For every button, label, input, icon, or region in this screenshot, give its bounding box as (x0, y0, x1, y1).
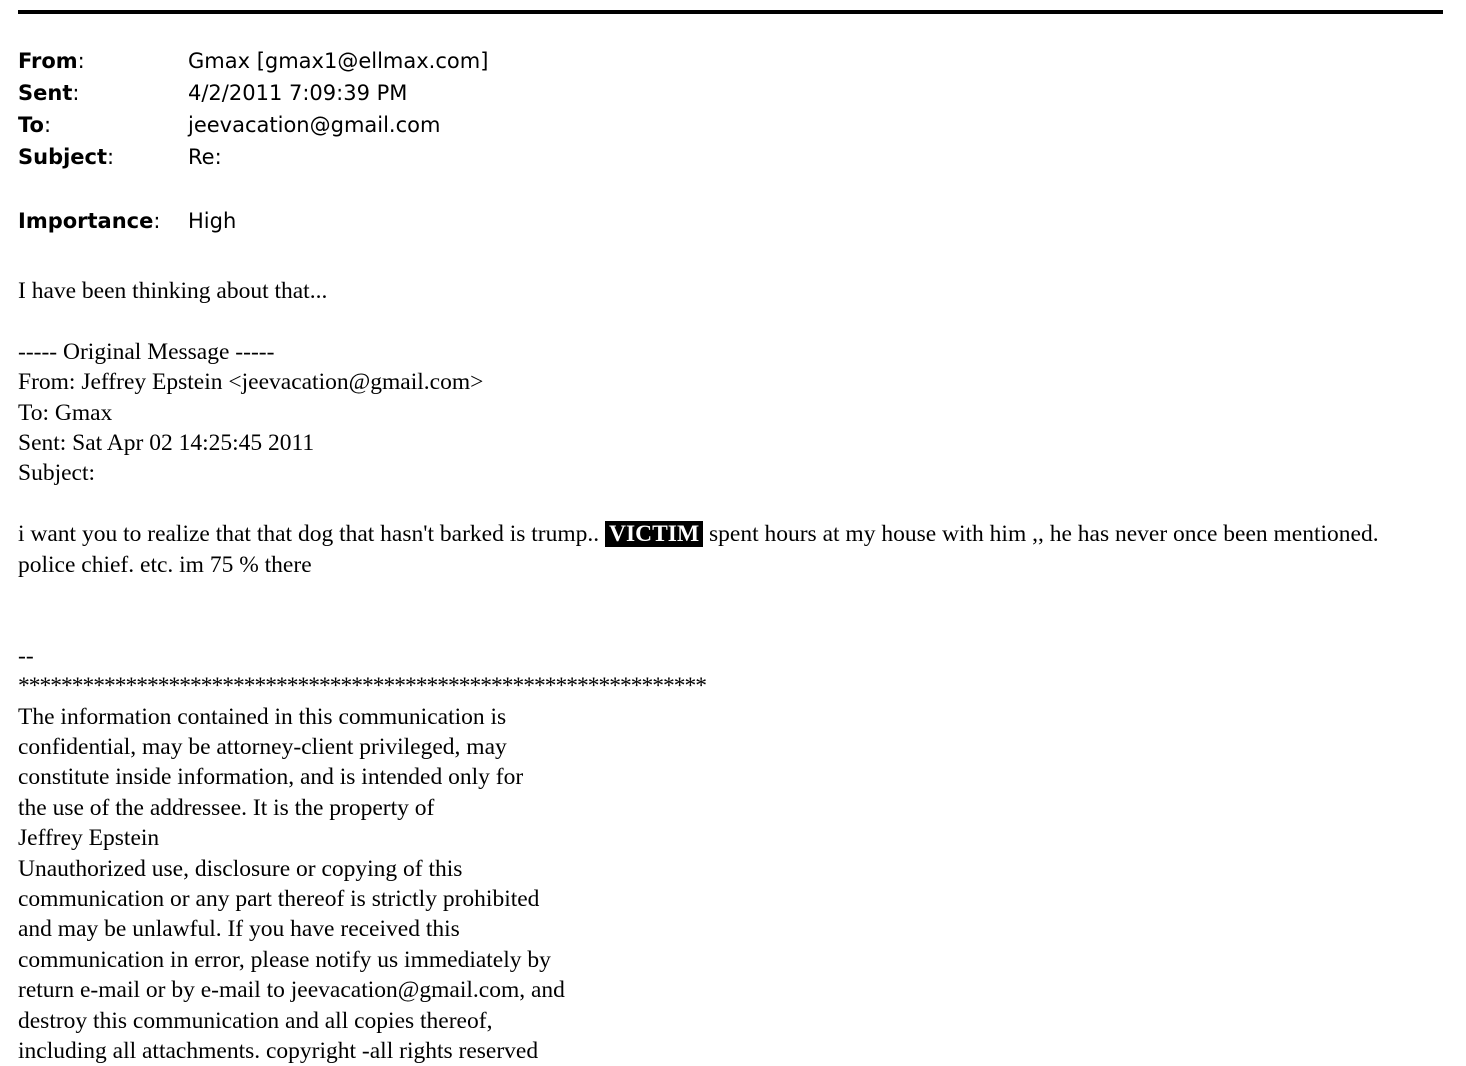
from-value: Gmax [gmax1@ellmax.com] (188, 49, 489, 73)
header-to-row (18, 109, 488, 141)
notice-line: Jeffrey Epstein (18, 825, 160, 852)
notice-line: confidential, may be attorney-client privileged, may (18, 734, 507, 761)
redaction-label: VICTIM (605, 521, 703, 547)
sent-label-text: Sent (18, 81, 73, 105)
reply-text: I have been thinking about that... (18, 278, 328, 304)
message-text-after: spent hours at my house with him ,, he has never once been mentioned. police chief. etc. im 75 % there (18, 521, 1379, 578)
sent-value: 4/2/2011 7:09:39 PM (188, 81, 408, 105)
email-header (18, 45, 488, 237)
importance-label (18, 205, 188, 237)
subject-label-text: Subject (18, 145, 108, 169)
notice-line: communication or any part thereof is strictly prohibited (18, 886, 540, 913)
header-importance-row (18, 205, 488, 237)
notice-line: constitute inside information, and is intended only for (18, 764, 524, 791)
from-colon: : (77, 49, 85, 73)
spacer (18, 610, 1443, 640)
top-rule (18, 10, 1443, 14)
original-subject: Subject: (18, 460, 96, 487)
notice-line: return e-mail or by e-mail to jeevacation@gmail.com, and (18, 977, 565, 1004)
subject-colon: : (107, 145, 115, 169)
sent-label (18, 77, 188, 109)
from-label (18, 45, 188, 77)
spacer (18, 489, 1443, 519)
to-label-text: To (18, 113, 44, 137)
spacer (18, 580, 1443, 610)
signature-stars: **************************************************************** (18, 673, 706, 700)
spacer (18, 306, 1443, 336)
notice-line: the use of the addressee. It is the property of (18, 794, 435, 821)
subject-label (18, 141, 188, 173)
to-colon: : (43, 113, 52, 137)
signature-dashes: -- (18, 642, 34, 669)
sent-colon: : (72, 81, 80, 105)
original-to: To: Gmax (18, 399, 113, 426)
importance-value: High (188, 209, 237, 233)
email-body (18, 276, 1443, 1066)
message-paragraph (18, 519, 1418, 580)
notice-line: destroy this communication and all copies thereof, (18, 1007, 493, 1034)
to-value: jeevacation@gmail.com (188, 113, 441, 137)
importance-colon: : (153, 209, 161, 233)
original-message-divider: ----- Original Message ----- (18, 338, 275, 365)
from-label-text: From (18, 49, 78, 73)
original-sent: Sent: Sat Apr 02 14:25:45 2011 (18, 430, 315, 457)
original-from: From: Jeffrey Epstein <jeevacation@gmail.com> (18, 369, 484, 396)
importance-label-text: Importance (18, 209, 154, 233)
notice-line: including all attachments. copyright -all rights reserved (18, 1038, 539, 1065)
header-from-row (18, 45, 488, 77)
notice-line: Unauthorized use, disclosure or copying of this (18, 855, 463, 882)
to-label (18, 109, 188, 141)
subject-value: Re: (188, 145, 222, 169)
header-subject-row (18, 141, 488, 173)
message-text-before: i want you to realize that that dog that hasn't barked is trump.. (18, 521, 606, 548)
confidentiality-notice (18, 702, 1443, 1066)
header-sent-row (18, 77, 488, 109)
notice-line: communication in error, please notify us immediately by (18, 946, 551, 973)
notice-line: The information contained in this communication is (18, 703, 507, 730)
notice-line: and may be unlawful. If you have received this (18, 916, 460, 943)
